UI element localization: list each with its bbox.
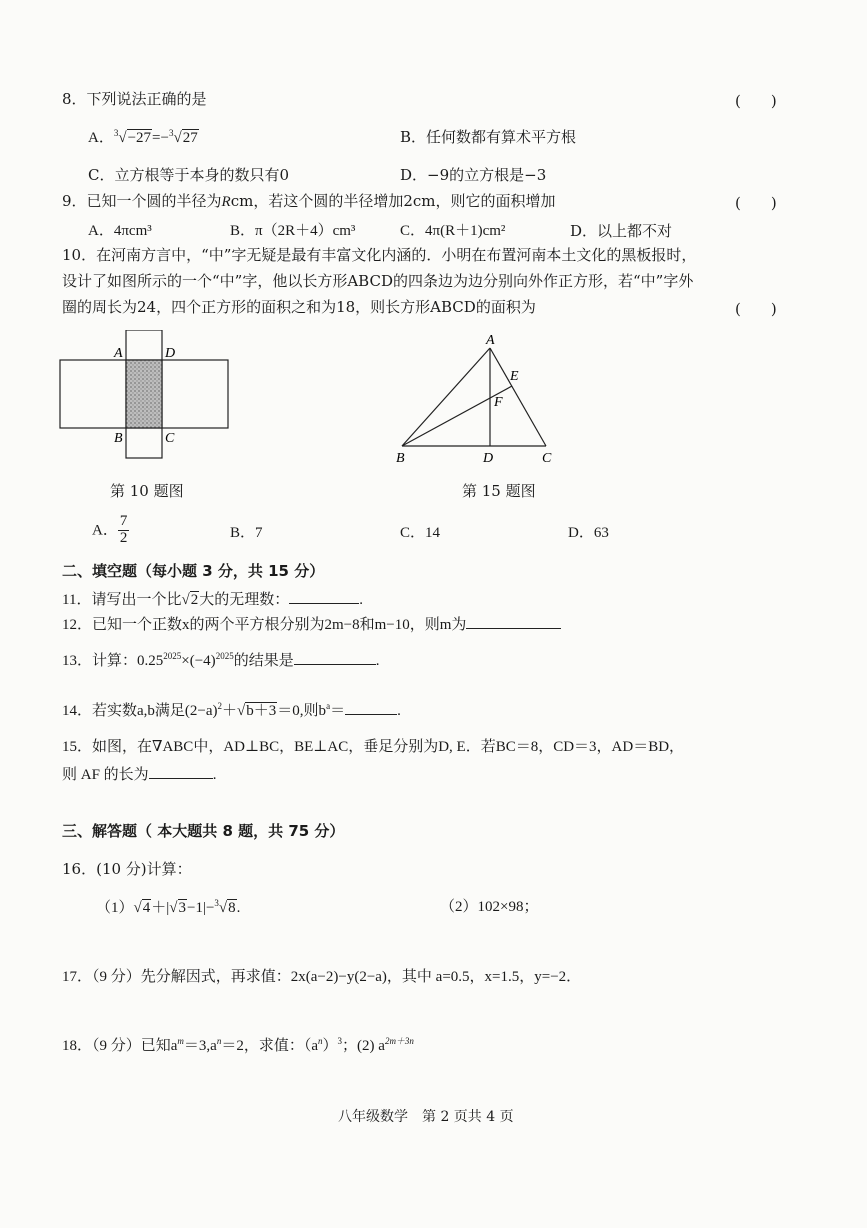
- rectangle-abcd: [126, 360, 162, 428]
- q16-part-1: （1）√4＋|√3−1|−$^3$√8.: [96, 898, 241, 916]
- q10-answer-paren: ( ): [735, 300, 777, 318]
- q12: 12．已知一个正数x的两个平方根分别为2m−8和m−10，则m为: [62, 614, 561, 634]
- fig15-label-b: B: [396, 451, 405, 466]
- q10-option-b: B．7: [230, 525, 263, 541]
- square-top-outline: [126, 330, 162, 360]
- q8-option-a: A．$^3$√−27=−$^3$√27: [88, 128, 198, 146]
- figure-15-triangle: [390, 330, 570, 470]
- q8-answer-paren: ( ): [735, 92, 777, 110]
- fig10-label-b: B: [114, 431, 123, 446]
- q16-stem: 16．(10 分)计算：: [62, 860, 192, 878]
- q10-option-c: C．14: [400, 525, 441, 541]
- figure-10-caption: 第 10 题图: [110, 482, 184, 500]
- q11-answer-blank[interactable]: [289, 589, 359, 604]
- q16-part-2: （2）102×98；: [440, 899, 539, 915]
- square-right: [162, 360, 228, 428]
- q18: 18．（9 分）已知$a^m=3,a^n=2$，求值：$(a^n)^3$；(2) $a^{2m+3n}$: [62, 1036, 414, 1054]
- square-left: [60, 360, 126, 428]
- q14: 14．若实数a,b满足$(2-a)^2+√b+3=0$,则$b^a=$ .: [62, 701, 401, 719]
- q9-answer-paren: ( ): [735, 194, 777, 212]
- figure-15-caption: 第 15 题图: [462, 482, 536, 500]
- q13: 13．计算：$0.25^{2025}\times(-4)^{2025}$的结果是 .: [62, 651, 380, 669]
- q8-option-c: C．立方根等于本身的数只有0: [88, 166, 290, 184]
- q15-line2: 则 AF 的长为 .: [62, 764, 216, 784]
- fig10-label-a: A: [114, 346, 123, 361]
- q9-option-d: D．以上都不对: [570, 222, 673, 240]
- q10-line3: 圈的周长为24，四个正方形的面积之和为18，则长方形ABCD的面积为: [62, 298, 536, 316]
- q8-option-d: D．−9的立方根是−3: [400, 166, 547, 184]
- fig15-label-d: D: [483, 451, 494, 466]
- q9-option-c: C．4π(R＋1)cm²: [400, 223, 506, 239]
- q8-option-b: B．任何数都有算术平方根: [400, 128, 577, 146]
- q9-option-b: B．π（2R＋4）cm³: [230, 223, 356, 239]
- q17: 17．（9 分）先分解因式，再求值：2x(a−2)−y(2−a)，其中 a=0.5，x=1.5，y=−2．: [62, 969, 582, 985]
- page-footer: 八年级数学 第 2 页共 4 页: [338, 1109, 514, 1125]
- q15-line1: 15．如图，在∇ABC中，AD⊥BC，BE⊥AC，垂足分别为D, E．若BC＝8，CD＝3，AD＝BD，: [62, 739, 685, 755]
- q12-answer-blank[interactable]: [466, 614, 561, 629]
- q10-line1: 10．在河南方言中，“中”字无疑是最有丰富文化内涵的．小明在布置河南本土文化的黑板报时，: [62, 246, 697, 264]
- fig15-label-e: E: [510, 369, 519, 384]
- q8-stem: 8．下列说法正确的是: [62, 90, 207, 108]
- section-3-heading: 三、解答题（ 本大题共 8 题，共 75 分）: [62, 822, 345, 840]
- q15-answer-blank[interactable]: [149, 764, 213, 779]
- q10-line2: 设计了如图所示的一个“中”字，他以长方形ABCD的四条边为边分别向外作正方形，若“中”字外: [62, 272, 694, 290]
- q9-option-a: A．4πcm³: [88, 223, 152, 239]
- q13-answer-blank[interactable]: [294, 650, 376, 665]
- section-2-heading: 二、填空题（每小题 3 分，共 15 分）: [62, 562, 325, 580]
- fig10-label-c: C: [165, 431, 175, 446]
- square-bottom: [126, 428, 162, 458]
- fig15-label-f: F: [494, 395, 503, 410]
- q9-stem: 9．已知一个圆的半径为Rcm，若这个圆的半径增加2cm，则它的面积增加: [62, 192, 556, 210]
- q10-option-d: D．63: [568, 525, 609, 541]
- fig10-label-d: D: [165, 346, 176, 361]
- fig15-label-a: A: [486, 333, 495, 348]
- q14-answer-blank[interactable]: [345, 700, 397, 715]
- q11: 11．请写出一个比√2大的无理数： .: [62, 589, 363, 609]
- figure-10-zhong-character: [50, 330, 250, 470]
- fig15-label-c: C: [542, 451, 552, 466]
- q10-option-a: A． $\frac{7}{2}$: [92, 513, 128, 546]
